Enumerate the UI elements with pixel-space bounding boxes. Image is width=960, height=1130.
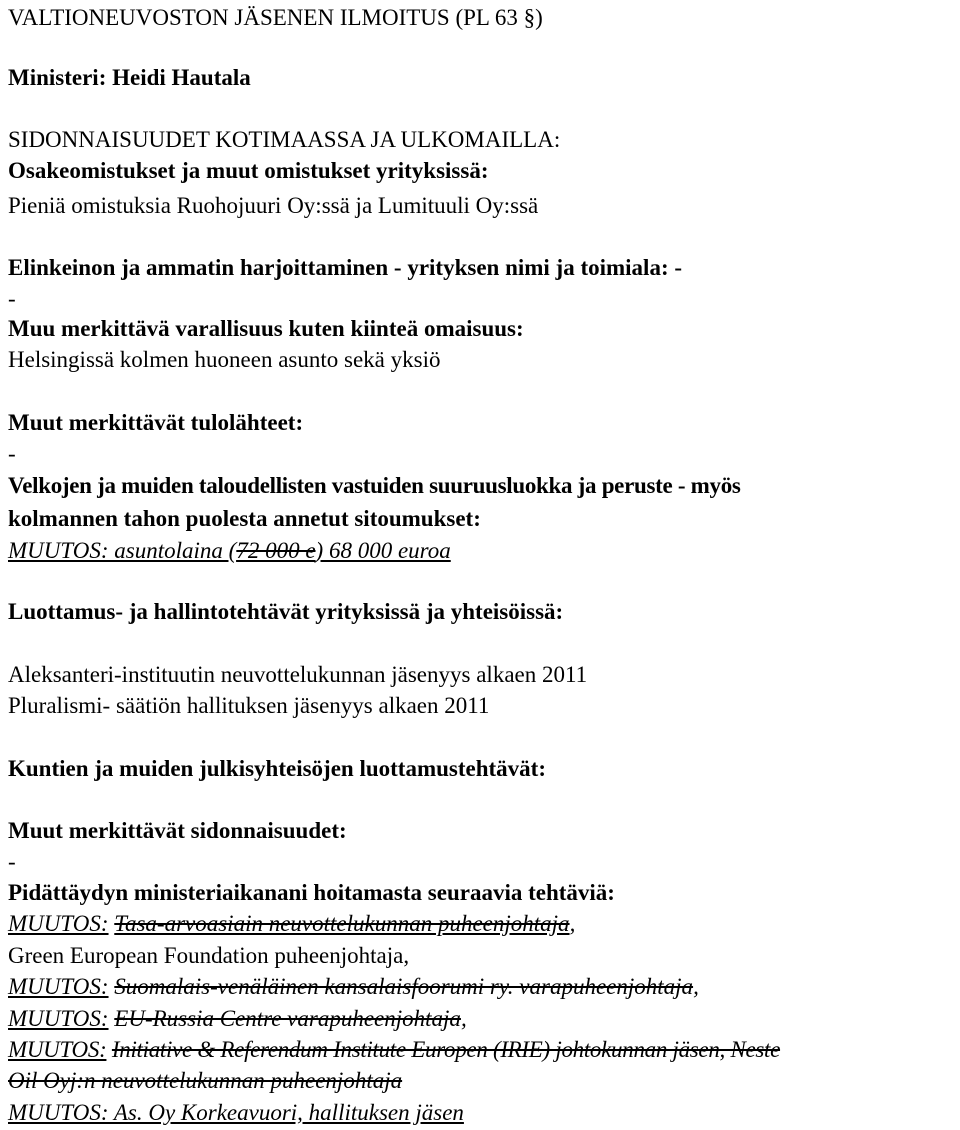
liabilities-label-line1: Velkojen ja muiden taloudellisten vastuiden suuruusluokka ja peruste - myös <box>8 473 741 498</box>
holdings-value: Pieniä omistuksia Ruohojuuri Oy:ssä ja Lumituuli Oy:ssä <box>8 193 539 218</box>
liabilities-label-line2: kolmannen tahon puolesta annetut sitoumukset: <box>8 506 481 531</box>
struck-item: Tasa-arvoasiain neuvottelukunnan puheenjohtaja <box>114 911 570 936</box>
change-marker: MUUTOS: <box>8 1006 109 1031</box>
item-punctuation: , <box>460 1006 467 1031</box>
refrained-item-2: Green European Foundation puheenjohtaja, <box>8 943 410 968</box>
refrained-item-3 <box>8 973 699 1001</box>
liabilities-struck-amount: 72 000 e <box>236 538 316 563</box>
business-label: Elinkeinon ja ammatin harjoittaminen - yrityksen nimi ja toimiala: - <box>8 255 683 280</box>
trust-position-item: Aleksanteri-instituutin neuvottelukunnan jäsenyys alkaen 2011 <box>8 662 588 687</box>
section-heading: SIDONNAISUUDET KOTIMAASSA JA ULKOMAILLA: <box>8 127 561 152</box>
liabilities-change <box>8 537 451 565</box>
minister-name: Ministeri: Heidi Hautala <box>8 65 251 90</box>
other-ties-label: Muut merkittävät sidonnaisuudet: <box>8 818 347 843</box>
refrained-label: Pidättäydyn ministeriaikanani hoitamasta seuraavia tehtäviä: <box>8 880 615 905</box>
struck-item: Initiative & Referendum Institute Europen (IRIE) johtokunnan jäsen, Neste <box>111 1037 781 1062</box>
document-title: VALTIONEUVOSTON JÄSENEN ILMOITUS (PL 63 §) <box>8 5 543 30</box>
business-value: - <box>8 286 16 311</box>
municipal-label: Kuntien ja muiden julkisyhteisöjen luottamustehtävät: <box>8 756 546 781</box>
change-marker: MUUTOS: <box>8 1037 107 1062</box>
holdings-label: Osakeomistukset ja muut omistukset yrityksissä: <box>8 158 489 183</box>
property-label: Muu merkittävä varallisuus kuten kiinteä omaisuus: <box>8 316 524 341</box>
income-label: Muut merkittävät tulolähteet: <box>8 410 304 435</box>
other-ties-value: - <box>8 849 16 874</box>
item-punctuation: , <box>693 974 699 999</box>
refrained-last-change: MUUTOS: As. Oy Korkeavuori, hallituksen jäsen <box>8 1100 464 1125</box>
trust-position-item: Pluralismi- säätiön hallituksen jäsenyys alkaen 2011 <box>8 693 490 718</box>
change-marker: MUUTOS: <box>8 911 109 936</box>
refrained-item-5-line2: Oil Oyj:n neuvottelukunnan puheenjohtaja <box>8 1068 403 1093</box>
struck-item: EU-Russia Centre varapuheenjohtaja <box>114 1006 461 1031</box>
refrained-item-5-line1 <box>8 1036 780 1064</box>
change-marker: MUUTOS: <box>8 974 109 999</box>
liabilities-change-suffix: ) 68 000 euroa <box>315 538 451 563</box>
property-value: Helsingissä kolmen huoneen asunto sekä yksiö <box>8 347 441 372</box>
refrained-item-4 <box>8 1005 467 1033</box>
refrained-item-1 <box>8 910 575 938</box>
liabilities-change-prefix: MUUTOS: asuntolaina ( <box>8 538 237 563</box>
struck-item: Suomalais-venäläinen kansalaisfoorumi ry. varapuheenjohtaja <box>114 974 694 999</box>
item-punctuation: , <box>569 911 576 936</box>
trust-positions-label: Luottamus- ja hallintotehtävät yrityksissä ja yhteisöissä: <box>8 599 564 624</box>
income-value: - <box>8 441 16 466</box>
